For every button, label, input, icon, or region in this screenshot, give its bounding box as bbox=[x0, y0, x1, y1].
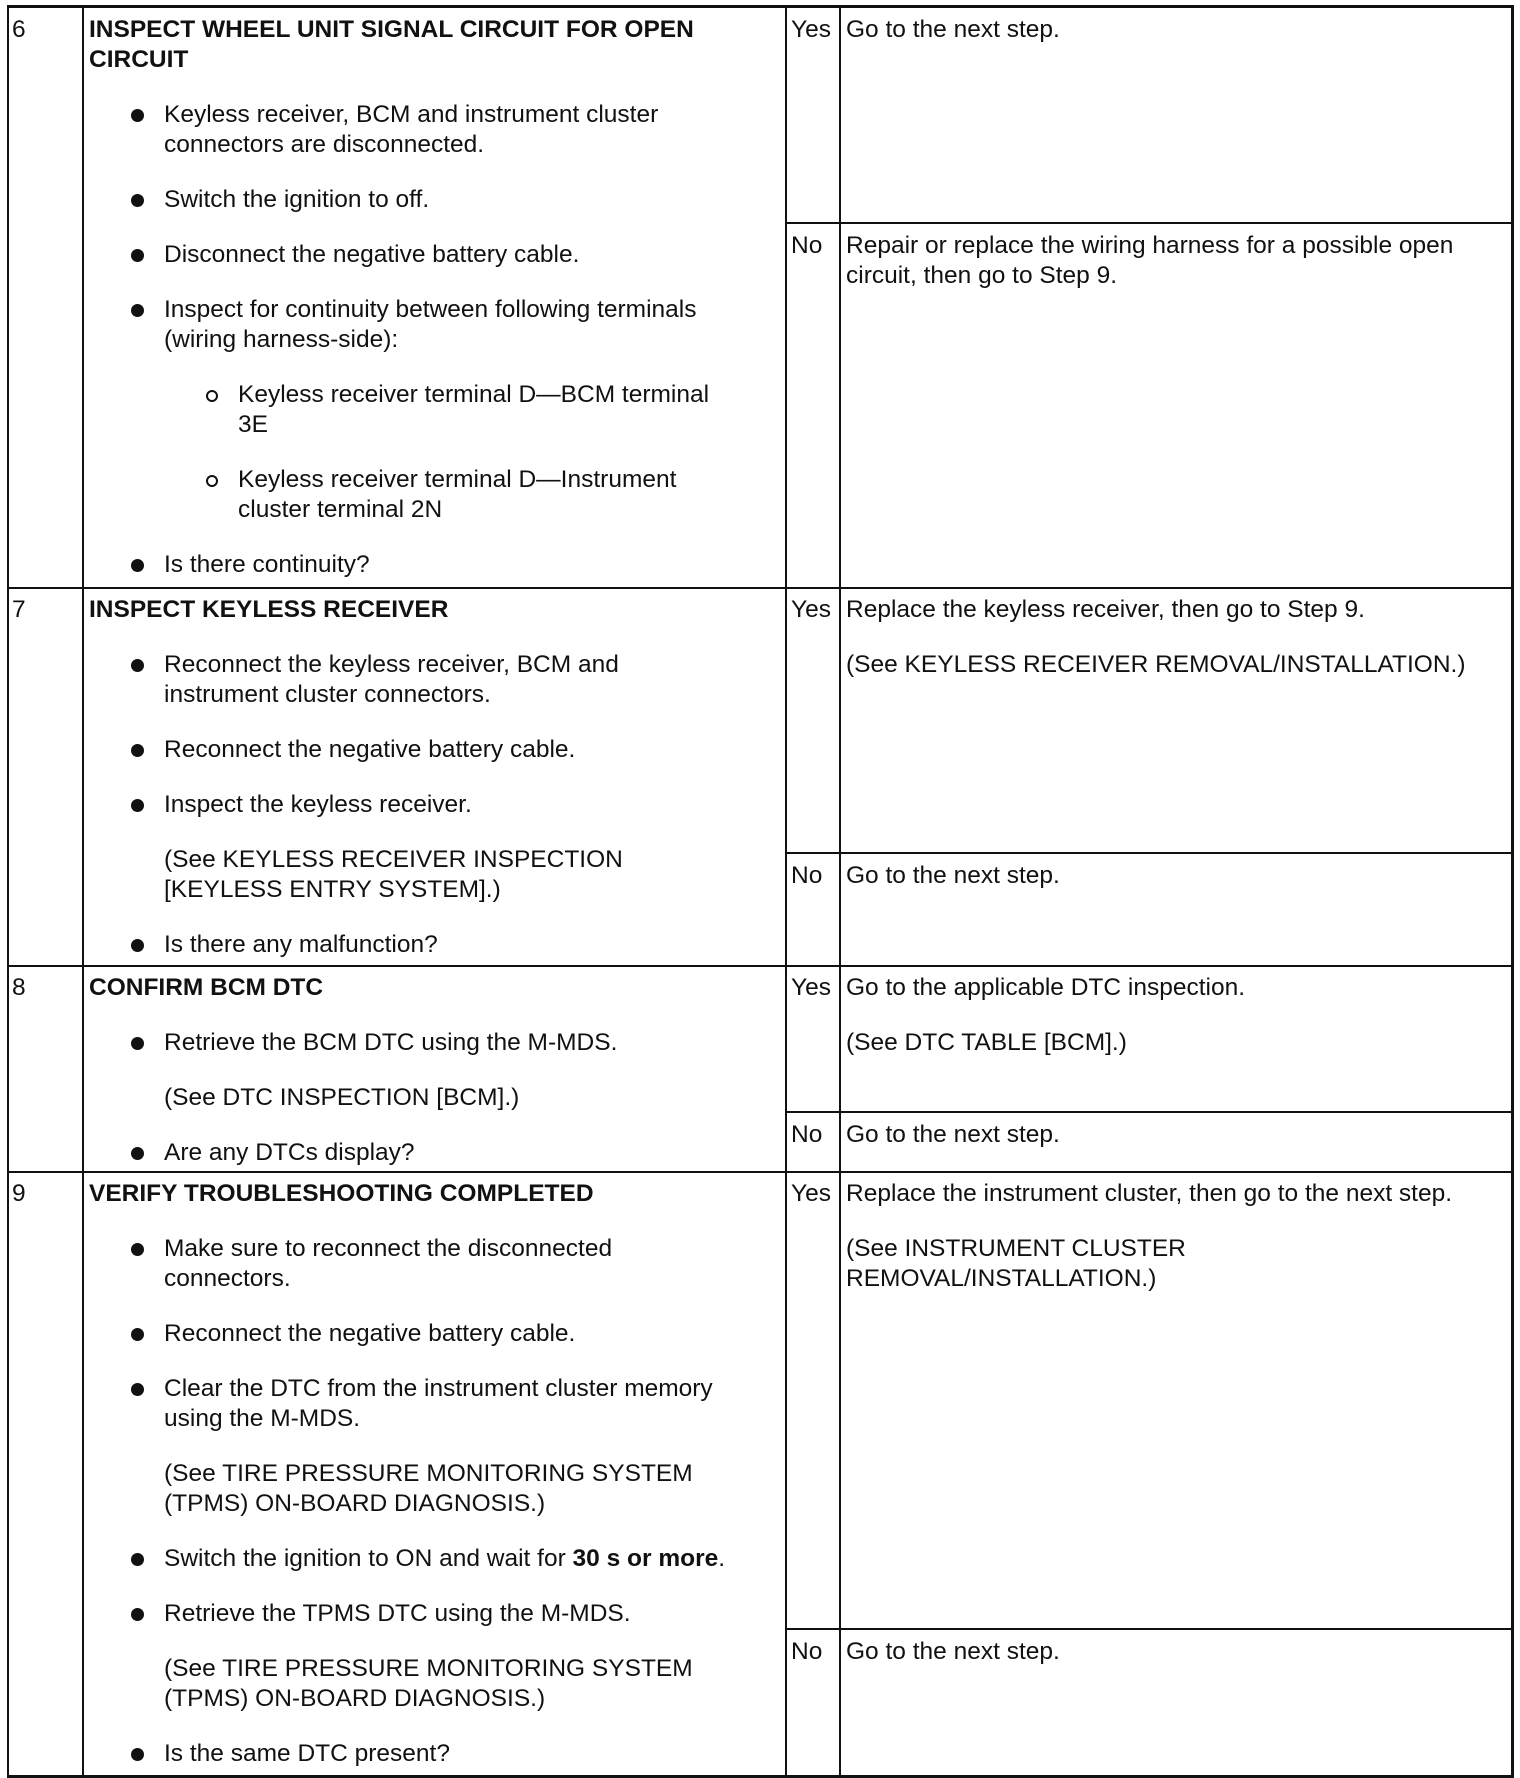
instruction-line: Keyless receiver, BCM and instrument cluster bbox=[164, 101, 659, 128]
no-action-text: Go to the next step. bbox=[846, 1121, 1060, 1148]
yes-action-text: Replace the instrument cluster, then go to the next step. bbox=[846, 1180, 1453, 1207]
instruction-line: (wiring harness-side): bbox=[164, 326, 399, 353]
no-action-text: Go to the next step. bbox=[846, 1638, 1060, 1665]
reference-text bbox=[164, 1654, 693, 1684]
yes-action-text: Go to the applicable DTC inspection. bbox=[846, 974, 1246, 1001]
instruction-text bbox=[164, 680, 491, 710]
instruction-line: Reconnect the negative battery cable. bbox=[164, 736, 576, 763]
instruction-text bbox=[164, 1739, 450, 1769]
column-divider bbox=[785, 8, 787, 1775]
instruction-line: connectors are disconnected. bbox=[164, 131, 485, 158]
step-title: VERIFY TROUBLESHOOTING COMPLETED bbox=[89, 1180, 594, 1207]
bullet-icon bbox=[131, 1328, 144, 1341]
instruction-text bbox=[164, 1599, 631, 1629]
bullet-icon bbox=[131, 109, 144, 122]
instruction-text bbox=[164, 1374, 713, 1404]
instruction-text bbox=[164, 1138, 415, 1168]
bullet-icon bbox=[131, 1147, 144, 1160]
instruction-line: Keyless receiver terminal D—BCM terminal bbox=[238, 381, 710, 408]
bullet-icon bbox=[131, 1553, 144, 1566]
instruction-text bbox=[164, 325, 398, 355]
reference-text bbox=[164, 1684, 545, 1714]
yes-action-text: REMOVAL/INSTALLATION.) bbox=[846, 1265, 1157, 1292]
sub-bullet-icon bbox=[206, 475, 218, 487]
instruction-text bbox=[164, 240, 579, 270]
step-number: 7 bbox=[12, 596, 26, 623]
emphasis-text: 30 s or more bbox=[572, 1545, 719, 1572]
instruction-line: Retrieve the TPMS DTC using the M-MDS. bbox=[164, 1600, 631, 1627]
no-action-text: circuit, then go to Step 9. bbox=[846, 262, 1118, 289]
instruction-line: cluster terminal 2N bbox=[238, 496, 443, 523]
reference-text bbox=[164, 1083, 519, 1113]
instruction-line: Is the same DTC present? bbox=[164, 1740, 450, 1767]
no-label: No bbox=[791, 232, 823, 259]
instruction-line: Disconnect the negative battery cable. bbox=[164, 241, 580, 268]
instruction-text bbox=[164, 930, 438, 960]
bullet-icon bbox=[131, 1243, 144, 1256]
answer-divider bbox=[785, 1628, 1514, 1630]
bullet-icon bbox=[131, 744, 144, 757]
instruction-line: Is there continuity? bbox=[164, 551, 370, 578]
instruction-line: Inspect for continuity between following terminals bbox=[164, 296, 697, 323]
column-divider bbox=[839, 8, 841, 1775]
step-title: INSPECT KEYLESS RECEIVER bbox=[89, 596, 449, 623]
instruction-text bbox=[238, 380, 709, 410]
no-action-text: Repair or replace the wiring harness for a possible open bbox=[846, 232, 1454, 259]
instruction-line: using the M-MDS. bbox=[164, 1405, 361, 1432]
column-divider bbox=[82, 8, 84, 1775]
bullet-icon bbox=[131, 304, 144, 317]
bullet-icon bbox=[131, 1383, 144, 1396]
instruction-line: Reconnect the keyless receiver, BCM and bbox=[164, 651, 619, 678]
reference-text bbox=[164, 1489, 545, 1519]
instruction-text bbox=[164, 650, 619, 680]
instruction-text bbox=[164, 1234, 612, 1264]
answer-divider bbox=[785, 222, 1514, 224]
instruction-text bbox=[164, 1319, 575, 1349]
yes-action-text: (See DTC TABLE [BCM].) bbox=[846, 1029, 1127, 1056]
bullet-icon bbox=[131, 559, 144, 572]
instruction-text bbox=[164, 185, 429, 215]
instruction-text bbox=[164, 100, 658, 130]
instruction-line: (See TIRE PRESSURE MONITORING SYSTEM bbox=[164, 1655, 693, 1682]
yes-label: Yes bbox=[791, 974, 831, 1001]
bullet-icon bbox=[131, 659, 144, 672]
bullet-icon bbox=[131, 799, 144, 812]
answer-divider bbox=[785, 1111, 1514, 1113]
answer-divider bbox=[785, 852, 1514, 854]
instruction-line: [KEYLESS ENTRY SYSTEM].) bbox=[164, 876, 501, 903]
step-title: CIRCUIT bbox=[89, 46, 189, 73]
row-divider bbox=[7, 587, 1514, 589]
step-number: 6 bbox=[12, 16, 26, 43]
bullet-icon bbox=[131, 1748, 144, 1761]
instruction-line: (TPMS) ON-BOARD DIAGNOSIS.) bbox=[164, 1685, 546, 1712]
instruction-line: Switch the ignition to off. bbox=[164, 186, 430, 213]
instruction-line: Make sure to reconnect the disconnected bbox=[164, 1235, 613, 1262]
bullet-icon bbox=[131, 1608, 144, 1621]
reference-text bbox=[164, 875, 501, 905]
no-label: No bbox=[791, 1638, 823, 1665]
yes-label: Yes bbox=[791, 596, 831, 623]
instruction-line: Clear the DTC from the instrument cluster memory bbox=[164, 1375, 713, 1402]
instruction-line: (TPMS) ON-BOARD DIAGNOSIS.) bbox=[164, 1490, 546, 1517]
bullet-icon bbox=[131, 1037, 144, 1050]
row-divider bbox=[7, 1171, 1514, 1173]
instruction-line: (See DTC INSPECTION [BCM].) bbox=[164, 1084, 520, 1111]
yes-action-text: Go to the next step. bbox=[846, 16, 1060, 43]
instruction-line: Is there any malfunction? bbox=[164, 931, 438, 958]
instruction-line: 3E bbox=[238, 411, 268, 438]
instruction-line: instrument cluster connectors. bbox=[164, 681, 491, 708]
instruction-text bbox=[164, 1264, 291, 1294]
instruction-text bbox=[164, 790, 472, 820]
instruction-line: Switch the ignition to ON and wait for bbox=[164, 1545, 573, 1572]
instruction-text bbox=[164, 1404, 360, 1434]
bullet-icon bbox=[131, 249, 144, 262]
yes-action-text: (See INSTRUMENT CLUSTER bbox=[846, 1235, 1186, 1262]
no-label: No bbox=[791, 862, 823, 889]
yes-action-text: (See KEYLESS RECEIVER REMOVAL/INSTALLATION.) bbox=[846, 651, 1466, 678]
row-divider bbox=[7, 965, 1514, 967]
instruction-line: Keyless receiver terminal D—Instrument bbox=[238, 466, 677, 493]
instruction-text bbox=[164, 1544, 725, 1574]
instruction-text bbox=[238, 465, 676, 495]
instruction-text bbox=[164, 550, 370, 580]
instruction-line: Are any DTCs display? bbox=[164, 1139, 415, 1166]
instruction-text bbox=[238, 410, 268, 440]
bullet-icon bbox=[131, 194, 144, 207]
instruction-line: Reconnect the negative battery cable. bbox=[164, 1320, 576, 1347]
instruction-text bbox=[238, 495, 442, 525]
instruction-line: (See KEYLESS RECEIVER INSPECTION bbox=[164, 846, 623, 873]
yes-action-text: Replace the keyless receiver, then go to Step 9. bbox=[846, 596, 1365, 623]
sub-bullet-icon bbox=[206, 390, 218, 402]
reference-text bbox=[164, 845, 623, 875]
step-title: CONFIRM BCM DTC bbox=[89, 974, 324, 1001]
instruction-line: Retrieve the BCM DTC using the M-MDS. bbox=[164, 1029, 618, 1056]
instruction-line: Inspect the keyless receiver. bbox=[164, 791, 472, 818]
instruction-line: (See TIRE PRESSURE MONITORING SYSTEM bbox=[164, 1460, 693, 1487]
no-label: No bbox=[791, 1121, 823, 1148]
instruction-text bbox=[164, 735, 575, 765]
no-action-text: Go to the next step. bbox=[846, 862, 1060, 889]
instruction-text bbox=[164, 130, 484, 160]
instruction-text bbox=[164, 1028, 617, 1058]
instruction-line: connectors. bbox=[164, 1265, 291, 1292]
yes-label: Yes bbox=[791, 16, 831, 43]
instruction-text bbox=[164, 295, 696, 325]
bullet-icon bbox=[131, 939, 144, 952]
step-number: 8 bbox=[12, 974, 26, 1001]
reference-text bbox=[164, 1459, 693, 1489]
yes-label: Yes bbox=[791, 1180, 831, 1207]
step-title: INSPECT WHEEL UNIT SIGNAL CIRCUIT FOR OPEN bbox=[89, 16, 694, 43]
step-number: 9 bbox=[12, 1180, 26, 1207]
trailing-text: . bbox=[718, 1545, 726, 1572]
